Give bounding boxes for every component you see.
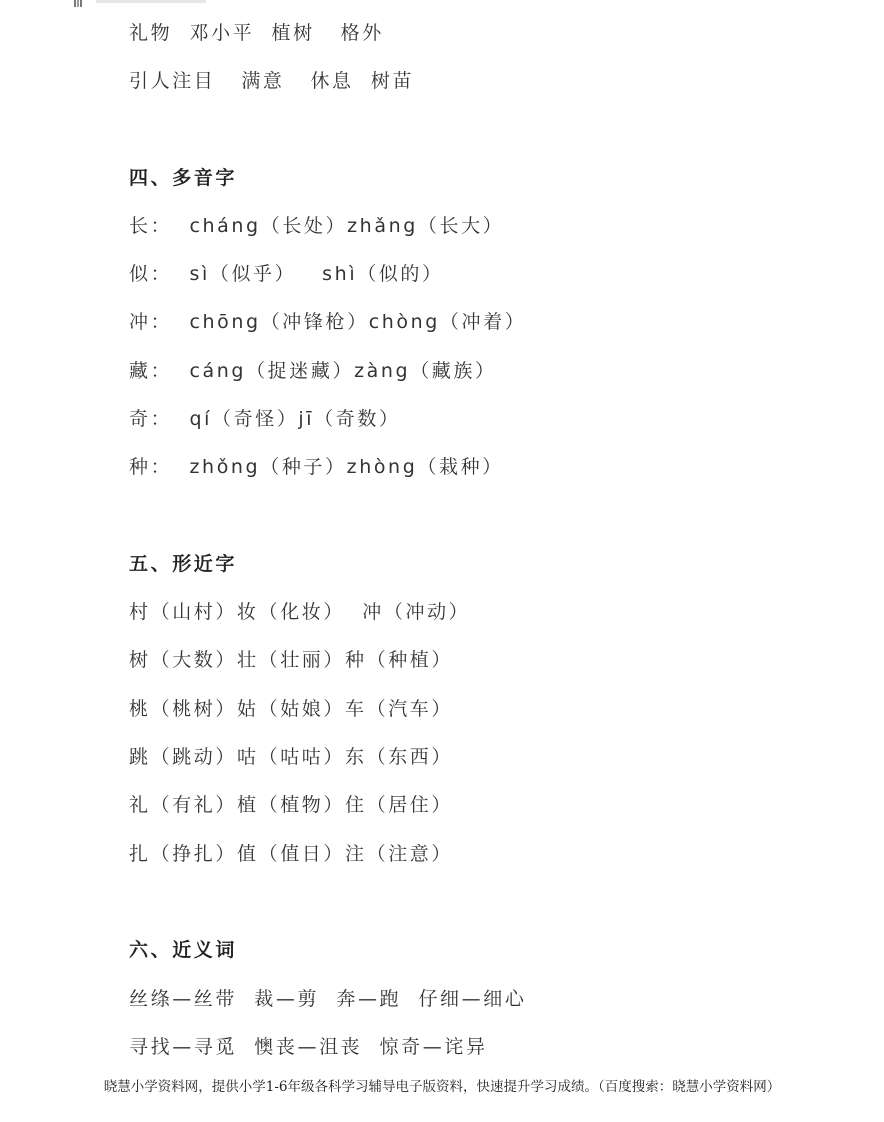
similar-chars-line-1: 村（山村）妆（化妆） 冲（冲动） [129,601,471,623]
header-faded-text [96,0,206,3]
similar-chars-line-4: 跳（跳动）咕（咕咕）东（东西） [129,746,454,768]
vocab-line-2: 引人注目 满意 休息 树苗 [129,70,415,92]
section-heading-polyphonic: 四、多音字 [129,167,238,189]
similar-chars-line-2: 树（大数）壮（壮丽）种（种植） [129,649,454,671]
polyphonic-line-6: 种： zhǒng（种子）zhòng（栽种） [129,456,504,478]
similar-chars-line-5: 礼（有礼）植（植物）住（居住） [129,794,454,816]
header-logo-mark [74,0,82,7]
polyphonic-line-5: 奇： qí（奇怪）jī（奇数） [129,408,401,430]
synonyms-line-1: 丝绦—丝带 裁—剪 奔—跑 仔细—细心 [129,988,527,1010]
synonyms-line-2: 寻找—寻觅 懊丧—沮丧 惊奇—诧异 [129,1036,488,1058]
vocab-line-1: 礼物 邓小平 植树 格外 [129,22,384,44]
polyphonic-line-4: 藏： cáng（捉迷藏）zàng（藏族） [129,360,497,382]
section-heading-similar-chars: 五、形近字 [129,553,238,575]
polyphonic-line-3: 冲： chōng（冲锋枪）chòng（冲着） [129,311,527,333]
similar-chars-line-3: 桃（桃树）姑（姑娘）车（汽车） [129,698,454,720]
page-footer: 晓慧小学资料网，提供小学1-6年级各科学习辅导电子版资料，快速提升学习成绩。（百度搜索：晓慧小学资料网） [103,1079,781,1095]
polyphonic-line-1: 长： cháng（长处）zhǎng（长大） [129,215,505,237]
similar-chars-line-6: 扎（挣扎）值（值日）注（注意） [129,843,454,865]
section-heading-synonyms: 六、近义词 [129,939,238,961]
polyphonic-line-2: 似： sì（似乎） shì（似的） [129,263,444,285]
